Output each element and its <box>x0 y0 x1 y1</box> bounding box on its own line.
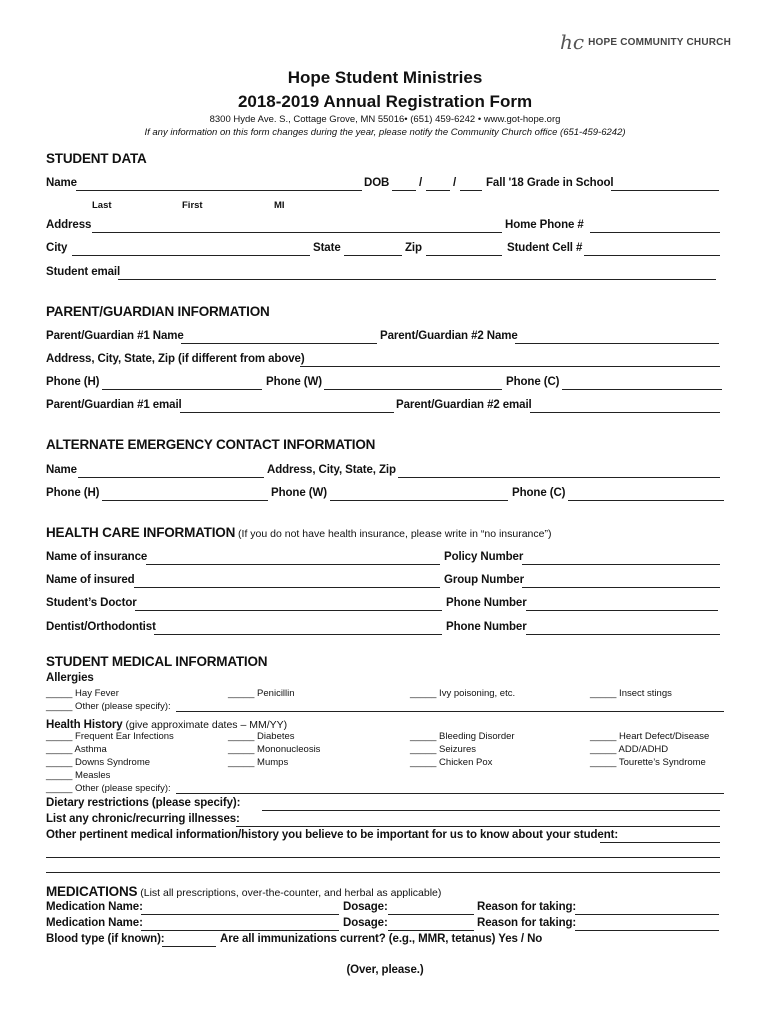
form-title: Hope Student Ministries <box>287 68 483 87</box>
health-heading-note: (If you do not have health insurance, please write in “no insurance”) <box>235 528 552 540</box>
dietary-label: Dietary restrictions (please specify): <box>46 797 241 809</box>
history-measles[interactable]: _____ Measles <box>46 770 111 781</box>
chronic-label: List any chronic/recurring illnesses: <box>46 813 240 825</box>
dentist-phone-field[interactable] <box>526 634 720 635</box>
reason-field-2[interactable] <box>575 930 719 931</box>
dob-sep-1: / <box>419 177 423 189</box>
medications-heading-note: (List all prescriptions, over-the-counter, and herbal as applicable) <box>137 887 442 899</box>
parent1-email-field[interactable] <box>180 412 394 413</box>
dietary-field[interactable] <box>262 810 720 811</box>
blood-type-label: Blood type (if known): <box>46 933 165 945</box>
policy-field[interactable] <box>522 564 720 565</box>
history-diabetes[interactable]: _____ Diabetes <box>228 731 295 742</box>
parent-phone-h-field[interactable] <box>102 389 262 390</box>
student-data-heading: STUDENT DATA <box>46 151 147 166</box>
allergy-other-field[interactable] <box>176 711 724 712</box>
history-bleeding[interactable]: _____ Bleeding Disorder <box>410 731 515 742</box>
dosage-label-2: Dosage: <box>343 917 388 929</box>
state-field[interactable] <box>344 255 402 256</box>
church-logo-mark: hc <box>560 30 585 54</box>
health-history-label: Health History <box>46 719 123 731</box>
parent2-email-label: Parent/Guardian #2 email <box>396 399 532 411</box>
dob-month-field[interactable] <box>392 190 416 191</box>
student-cell-field[interactable] <box>584 255 720 256</box>
change-notice: If any information on this form changes during the year, please notify the Community Church office (651-459-6242) <box>144 127 626 138</box>
dentist-phone-label: Phone Number <box>446 621 527 633</box>
immunization-label: Are all immunizations current? (e.g., MMR, tetanus) Yes / No <box>220 933 543 945</box>
zip-label: Zip <box>405 242 422 254</box>
dob-label: DOB <box>364 177 390 189</box>
over-please: (Over, please.) <box>346 964 424 976</box>
medication-name-label-2: Medication Name: <box>46 917 143 929</box>
history-other-label: _____ Other (please specify): <box>46 783 171 794</box>
medication-name-label-1: Medication Name: <box>46 901 143 913</box>
student-email-field[interactable] <box>118 279 716 280</box>
other-info-line-3[interactable] <box>46 872 720 873</box>
emergency-phone-h-field[interactable] <box>102 500 268 501</box>
address-field[interactable] <box>92 232 502 233</box>
history-mono[interactable]: _____ Mononucleosis <box>228 744 321 755</box>
emergency-heading: ALTERNATE EMERGENCY CONTACT INFORMATION <box>46 437 376 452</box>
medication-name-field-1[interactable] <box>141 914 339 915</box>
city-label: City <box>46 242 68 254</box>
doctor-phone-field[interactable] <box>526 610 718 611</box>
allergy-penicillin[interactable]: _____ Penicillin <box>228 688 295 699</box>
dosage-field-2[interactable] <box>388 930 474 931</box>
emergency-name-field[interactable] <box>78 477 264 478</box>
history-mumps[interactable]: _____ Mumps <box>228 757 289 768</box>
dob-year-field[interactable] <box>460 190 482 191</box>
parent-phone-w-label: Phone (W) <box>266 376 322 388</box>
health-heading <box>46 524 551 542</box>
parent-phone-c-label: Phone (C) <box>506 376 560 388</box>
blood-type-field[interactable] <box>162 946 216 947</box>
history-other-field[interactable] <box>176 793 724 794</box>
student-cell-label: Student Cell # <box>507 242 583 254</box>
parent-phone-c-field[interactable] <box>562 389 722 390</box>
medications-heading-title: MEDICATIONS <box>46 884 138 899</box>
church-logo <box>560 30 731 54</box>
insured-field[interactable] <box>134 587 440 588</box>
doctor-label: Student’s Doctor <box>46 597 137 609</box>
other-info-label: Other pertinent medical information/history you believe to be important for us to know about your student: <box>46 829 619 841</box>
grade-field[interactable] <box>611 190 719 191</box>
church-address: 8300 Hyde Ave. S., Cottage Grove, MN 55016• (651) 459-6242 • www.got-hope.org <box>209 114 561 125</box>
form-subtitle: 2018-2019 Annual Registration Form <box>237 92 533 111</box>
history-ear[interactable]: _____ Frequent Ear Infections <box>46 731 174 742</box>
history-add[interactable]: _____ ADD/ADHD <box>590 744 669 755</box>
medical-heading: STUDENT MEDICAL INFORMATION <box>46 654 268 669</box>
parent-address-field[interactable] <box>300 366 720 367</box>
group-field[interactable] <box>522 587 720 588</box>
parent1-name-label: Parent/Guardian #1 Name <box>46 330 184 342</box>
other-info-line-2[interactable] <box>46 857 720 858</box>
church-name: HOPE COMMUNITY CHURCH <box>588 36 731 48</box>
parent2-name-field[interactable] <box>515 343 719 344</box>
emergency-name-label: Name <box>46 464 77 476</box>
dentist-field[interactable] <box>154 634 442 635</box>
dentist-label: Dentist/Orthodontist <box>46 621 156 633</box>
doctor-phone-label: Phone Number <box>446 597 527 609</box>
grade-label: Fall '18 Grade in School <box>486 177 614 189</box>
emergency-address-label: Address, City, State, Zip <box>267 464 396 476</box>
student-name-label: Name <box>46 177 77 189</box>
last-caption: Last <box>92 200 112 211</box>
doctor-field[interactable] <box>135 610 442 611</box>
reason-label-2: Reason for taking: <box>477 917 577 929</box>
state-label: State <box>313 242 341 254</box>
medications-heading <box>46 883 441 901</box>
parent-address-label: Address, City, State, Zip (if different from above) <box>46 353 305 365</box>
dob-sep-2: / <box>453 177 457 189</box>
parent-phone-h-label: Phone (H) <box>46 376 100 388</box>
reason-field-1[interactable] <box>575 914 719 915</box>
emergency-phone-h-label: Phone (H) <box>46 487 100 499</box>
medication-name-field-2[interactable] <box>141 930 339 931</box>
health-history-note: (give approximate dates – MM/YY) <box>122 719 288 731</box>
student-email-label: Student email <box>46 266 121 278</box>
group-label: Group Number <box>444 574 524 586</box>
zip-field[interactable] <box>426 255 502 256</box>
insurance-label: Name of insurance <box>46 551 148 563</box>
emergency-phone-w-label: Phone (W) <box>271 487 327 499</box>
history-downs[interactable]: _____ Downs Syndrome <box>46 757 151 768</box>
emergency-address-field[interactable] <box>398 477 720 478</box>
dosage-label-1: Dosage: <box>343 901 388 913</box>
allergy-other-label: _____ Other (please specify): <box>46 701 171 712</box>
insured-label: Name of insured <box>46 574 135 586</box>
chronic-field[interactable] <box>236 826 720 827</box>
dosage-field-1[interactable] <box>388 914 474 915</box>
allergy-insect[interactable]: _____ Insect stings <box>590 688 672 699</box>
insurance-field[interactable] <box>146 564 440 565</box>
emergency-phone-w-field[interactable] <box>330 500 508 501</box>
allergy-ivy[interactable]: _____ Ivy poisoning, etc. <box>410 688 516 699</box>
emergency-phone-c-field[interactable] <box>568 500 724 501</box>
history-chicken-pox[interactable]: _____ Chicken Pox <box>410 757 493 768</box>
policy-label: Policy Number <box>444 551 524 563</box>
allergies-label: Allergies <box>46 672 94 684</box>
home-phone-label: Home Phone # <box>505 219 584 231</box>
city-field[interactable] <box>72 255 310 256</box>
parent2-name-label: Parent/Guardian #2 Name <box>380 330 518 342</box>
history-tourettes[interactable]: _____ Tourette’s Syndrome <box>590 757 706 768</box>
dob-day-field[interactable] <box>426 190 450 191</box>
parent-heading: PARENT/GUARDIAN INFORMATION <box>46 304 270 319</box>
reason-label-1: Reason for taking: <box>477 901 577 913</box>
student-name-field[interactable] <box>76 190 362 191</box>
history-heart[interactable]: _____ Heart Defect/Disease <box>590 731 710 742</box>
parent1-name-field[interactable] <box>181 343 377 344</box>
home-phone-field[interactable] <box>590 232 720 233</box>
parent1-email-label: Parent/Guardian #1 email <box>46 399 182 411</box>
emergency-phone-c-label: Phone (C) <box>512 487 566 499</box>
history-seizures[interactable]: _____ Seizures <box>410 744 477 755</box>
allergy-hay-fever[interactable]: _____ Hay Fever <box>46 688 119 699</box>
history-asthma[interactable]: _____ Asthma <box>46 744 107 755</box>
health-heading-title: HEALTH CARE INFORMATION <box>46 525 236 540</box>
address-label: Address <box>46 219 92 231</box>
first-caption: First <box>182 200 203 211</box>
other-info-field[interactable] <box>600 842 720 843</box>
mi-caption: MI <box>274 200 285 211</box>
parent-phone-w-field[interactable] <box>324 389 502 390</box>
parent2-email-field[interactable] <box>530 412 720 413</box>
